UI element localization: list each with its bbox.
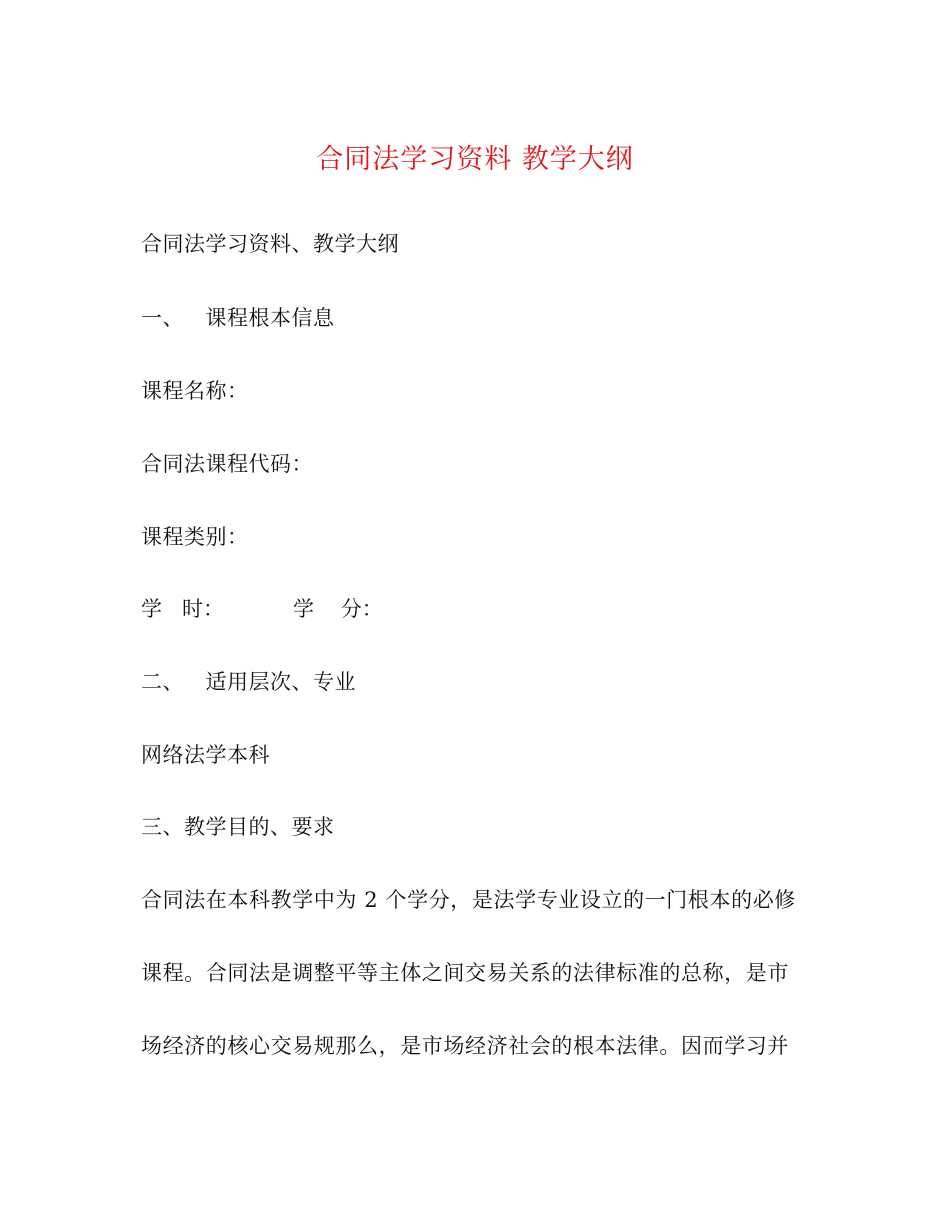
paragraph-line: 场经济的核心交易规那么，是市场经济社会的根本法律。因而学习并 [141, 1034, 789, 1058]
document-title: 合同法学习资料 教学大纲 [316, 144, 634, 175]
credits-label: 学 分： [293, 597, 383, 621]
course-name-label: 课程名称： [141, 379, 249, 403]
course-type-label: 课程类别： [141, 525, 249, 549]
document-subtitle: 合同法学习资料、教学大纲 [141, 232, 399, 256]
major-text: 网络法学本科 [141, 743, 270, 767]
section-heading-objectives: 三、教学目的、要求 [141, 815, 335, 839]
paragraph-line: 课程。合同法是调整平等主体之间交易关系的法律标准的总称，是市 [141, 961, 789, 985]
section-heading-level-major: 二、 适用层次、专业 [141, 670, 357, 694]
section-heading-course-info: 一、 课程根本信息 [141, 306, 335, 330]
paragraph-line: 合同法在本科教学中为 2 个学分，是法学专业设立的一门根本的必修 [141, 888, 796, 912]
course-code-label: 合同法课程代码： [141, 452, 313, 476]
hours-label: 学 时： [141, 597, 225, 621]
